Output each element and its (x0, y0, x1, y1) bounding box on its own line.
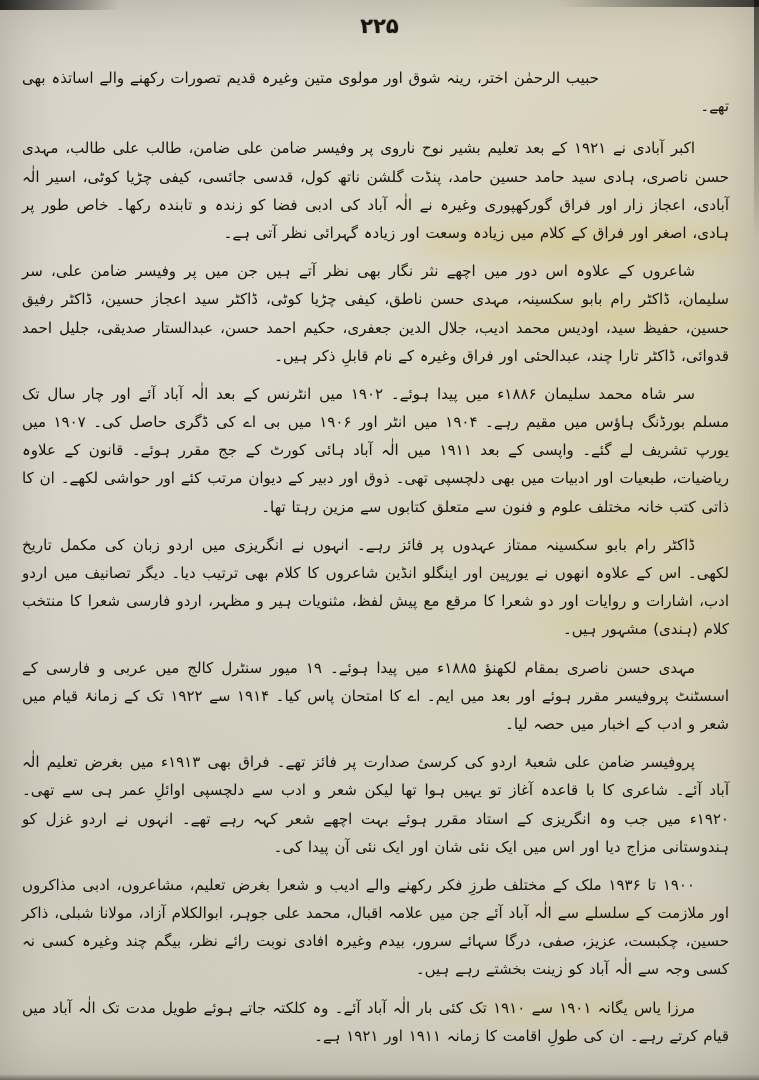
body-text (0, 38, 759, 1060)
paragraph: سر شاہ محمد سلیمان ۱۸۸۶ء میں پیدا ہوئے۔ ۱۹۰۲ میں انٹرنس کے بعد الٰہ آباد آئے اور چار سال تک مسلم بورڈنگ ہاؤس میں مقیم رہے۔ ۱۹۰۴ میں انٹر اور ۱۹۰۶ میں بی اے کی ڈگری حاصل کی۔ ۱۹۰۷ میں یورپ تشریف لے گئے۔ واپسی کے بعد ۱۹۱۱ میں الٰہ آباد ہائی کورٹ کے جج مقرر ہوئے۔ قانون کے علاوہ ریاضیات، طبعیات اور ادبیات میں بھی دلچسپی تھی۔ ذوق اور دبیر کے دیوان مرتب کئے اور حواشی لکھے۔ ان کا ذاتی کتب خانہ مختلف علوم و فنون سے متعلق کتابوں سے مزین رہتا تھا۔ (22, 384, 730, 516)
scan-edge-artifact (559, 0, 759, 7)
paragraph: مرزا یاس یگانہ ۱۹۰۱ سے ۱۹۱۰ تک کئی بار الٰہ آباد آئے۔ وہ کلکتہ جاتے ہوئے طویل مدت تک الٰہ آباد میں قیام کرتے رہے۔ ان کی طولِ اقامت کا زمانہ ۱۹۱۱ اور ۱۹۲۱ ہے۔ (22, 998, 729, 1045)
scan-edge-artifact (0, 1074, 759, 1080)
paragraph: شاعروں کے علاوہ اس دور میں اچھے نثر نگار بھی نظر آتے ہیں جن میں پر وفیسر ضامن علی، سر سلیمان، ڈاکٹر رام بابو سکسینہ، مہدی حسن ناطق، کیفی چڑیا کوٹی، ڈاکٹر سید اعجاز حسین، ڈاکٹر رفیق حسین، حفیظ سید، اودیس محمد ادیب، جلال الدین جعفری، حکیم احمد حسن، عبدالستار صدیقی، جلیل احمد قدوائی، ڈاکٹر تارا چند، عبدالحئی اور فراق وغیرہ کے نام قابلِ ذکر ہیں۔ (22, 262, 729, 365)
paragraph: ڈاکٹر رام بابو سکسینہ ممتاز عہدوں پر فائز رہے۔ انہوں نے انگریزی میں اردو زبان کی مکمل تاریخ لکھی۔ اس کے علاوہ انھوں نے یورپین اور اینگلو انڈین شاعروں کا کلام بھی ترتیب دیا۔ دیگر تصانیف میں اردو ادب، اشارات و روایات اور دو شعرا کا مرقع مع پیش لفظ، مثنویات ہیر و مظہر، اردو فارسی شعرا کا منتخب کلام (ہندی) مشہور ہیں۔ (22, 535, 729, 639)
paragraph: ۱۹۰۰ تا ۱۹۳۶ ملک کے مختلف طرزِ فکر رکھنے والے ادیب و شعرا بغرض تعلیم، مشاعروں، ادبی مذاکروں اور ملازمت کے سلسلے سے الٰہ آباد آئے جن میں علامہ اقبال، محمد علی جوہر، ابوالکلام آزاد، مولانا شبلی، ذاکر حسین، چکبست، عزیز، صفی، درگا سہائے سرور، بیدم وغیرہ افادی نوبت رائے نظر، بیگم چند وغیرہ کسی نہ کسی وجہ سے الٰہ آباد کو زینت بخشتے رہے ہیں۔ (22, 875, 729, 979)
paragraph: حبیب الرحمٰن اختر، رینہ شوق اور مولوی متین وغیرہ قدیم تصورات رکھنے والے اساتذہ بھی تھے۔ (22, 69, 729, 116)
paragraph: پروفیسر ضامن علی شعبۂ اردو کی کرسیٔ صدارت پر فائز تھے۔ فراق بھی ۱۹۱۳ء میں بغرض تعلیم الٰہ آباد آئے۔ شاعری کا با قاعدہ آغاز تو یہیں ہوا تھا لیکن شعر و ادب سے دلچسپی اوائلِ عمر ہی سے تھی۔ ۱۹۲۰ء میں جب وہ انگریزی کے استاد مقرر ہوئے بہت اچھے شعر کہہ رہے تھے۔ انہوں نے اردو غزل کو ہندوستانی مزاج دیا اور اس میں ایک نئی شان اور ایک نئی آن پیدا کی۔ (22, 753, 729, 856)
paragraph: مہدی حسن ناصری بمقام لکھنؤ ۱۸۸۵ء میں پیدا ہوئے۔ ۱۹ میور سنٹرل کالج میں عربی و فارسی کے اسسٹنٹ پروفیسر مقرر ہوئے اور بعد میں ایم۔ اے کا امتحان پاس کیا۔ ۱۹۱۴ سے ۱۹۲۲ تک کے زمانۂ قیام میں شعر و ادب کے اخبار میں حصہ لیا۔ (22, 658, 730, 733)
scan-edge-artifact (0, 0, 120, 10)
paragraph: اکبر آبادی نے ۱۹۲۱ کے بعد تعلیم بشیر نوح ناروی پر وفیسر ضامن علی ضامن، طالب علی طالب، مہدی حسن ناصری، ہادی سید حامد حسین حامد، پنڈت گلشن ناتھ کول، قدسی جائسی، کیفی چڑیا کوٹی، اسیر الٰہ آبادی، اعجاز زار اور فراق گورکھپوری وغیرہ نے الٰہ آباد کی ادبی فضا کو زندہ و تابندہ رکھا۔ خاص طور پر ہادی، اصغر اور فراق کے کلام میں زیادہ وسعت اور زیادہ گہرائی نظر آتی ہے۔ (22, 139, 729, 242)
page-number: ۲۲۵ (360, 14, 399, 38)
